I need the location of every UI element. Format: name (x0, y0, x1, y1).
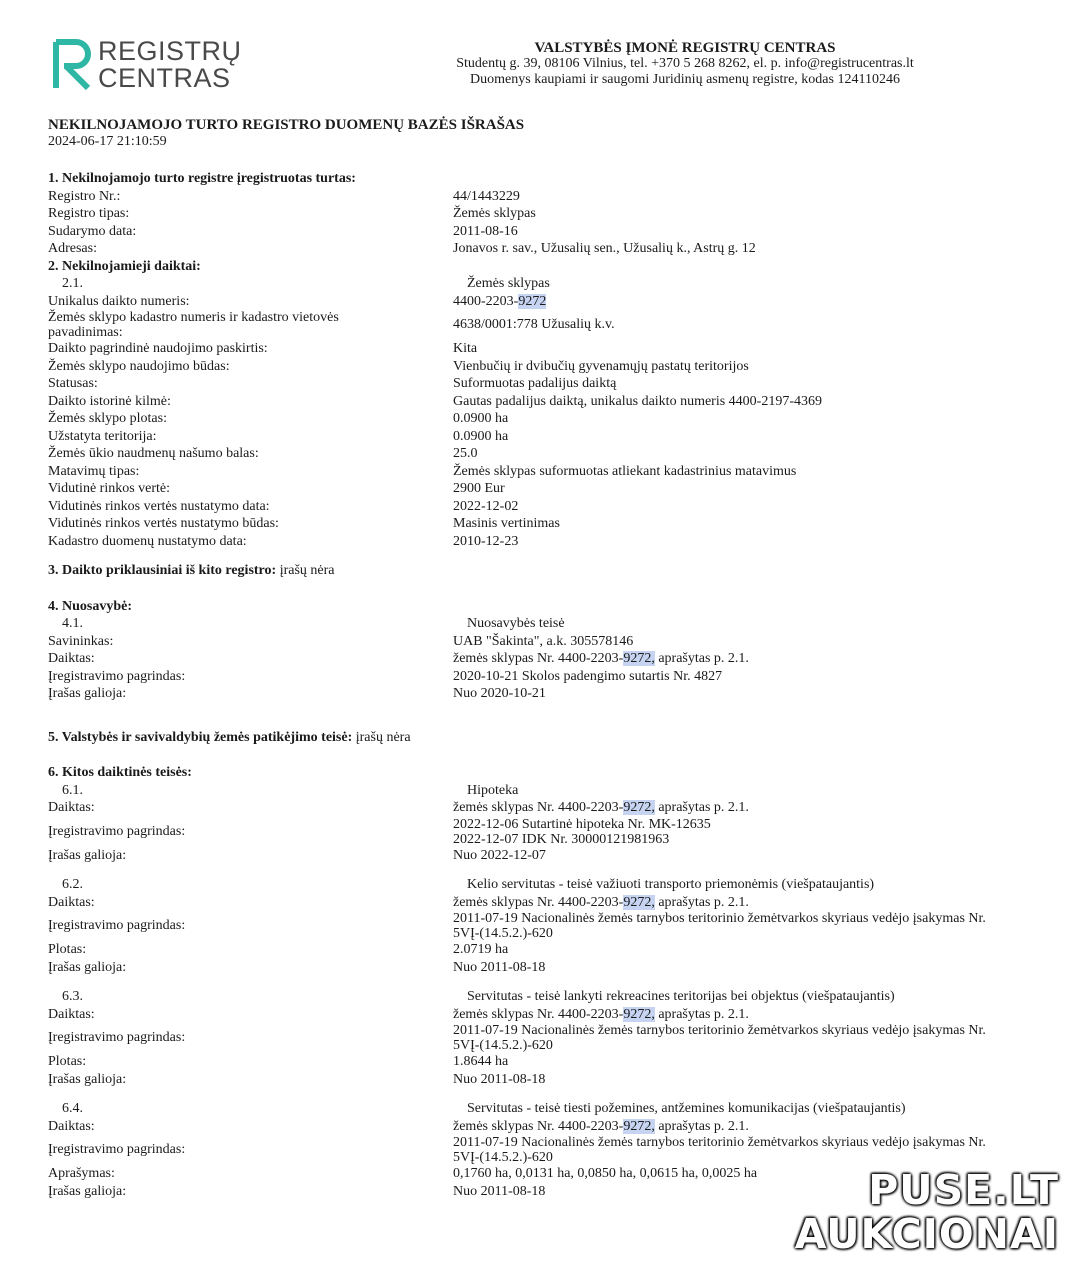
field-row (48, 911, 1058, 941)
field-row (48, 668, 1058, 686)
field-value: Nuo 2011-08-18 (453, 959, 546, 975)
registration-line: 5VĮ-(14.5.2.)-620 (453, 926, 553, 941)
registru-centras-logo-icon (52, 38, 92, 92)
field-label: Įregistravimo pagrindas: (48, 668, 186, 684)
document-header (380, 40, 990, 88)
field-label: Vidutinės rinkos vertės nustatymo data: (48, 498, 270, 514)
field-row (48, 817, 1058, 847)
daiktas-value (453, 799, 1058, 817)
field-value: Nuo 2022-12-07 (453, 847, 546, 863)
field-label: Vidutinė rinkos vertė: (48, 481, 171, 496)
field-value: Masinis vertinimas (453, 516, 560, 531)
unique-number-prefix: 4400-2203- (453, 293, 519, 309)
field-row (48, 310, 1058, 340)
section-3-title: 3. Daikto priklausiniai iš kito registro: (48, 563, 277, 578)
watermark (795, 1168, 1059, 1256)
highlighted-number: 9272, (623, 1118, 655, 1134)
section-3-status: įrašų nėra (276, 563, 335, 578)
item-title: Hipoteka (467, 782, 519, 798)
field-label: Daiktas: (48, 1118, 95, 1134)
field-row (48, 633, 1058, 651)
field-row (48, 480, 1058, 498)
field-label: Įrašas galioja: (48, 1071, 127, 1087)
field-label: Daikto istorinė kilmė: (48, 393, 171, 409)
registration-line: 2011-07-19 Nacionalinės žemės tarnybos teritorinio žemėtvarkos skyriaus vedėjo įsakymas Nr. (453, 1023, 986, 1038)
item-row (48, 275, 1058, 293)
document-body (48, 170, 1058, 1200)
highlighted-number: 9272 (518, 293, 547, 309)
field-label: Daikto pagrindinė naudojimo paskirtis: (48, 341, 268, 356)
section-5-heading (48, 729, 1058, 747)
field-label: Įregistravimo pagrindas: (48, 918, 186, 934)
field-label: Unikalus daikto numeris: (48, 293, 190, 309)
field-value (453, 817, 1058, 847)
field-label: Daiktas: (48, 800, 95, 815)
field-value: Gautas padalijus daiktą, unikalus daikto numeris 4400-2197-4369 (453, 393, 822, 409)
item-number: 6.4. (62, 1101, 83, 1116)
item-value: Žemės sklypas (467, 276, 550, 291)
daiktas-prefix: žemės sklypas Nr. 4400-2203- (453, 1118, 624, 1134)
field-value: 4638/0001:778 Užusalių k.v. (453, 317, 615, 333)
field-label: Aprašymas: (48, 1166, 115, 1181)
field-value: 0,1760 ha, 0,0131 ha, 0,0850 ha, 0,0615 ha, 0,0025 ha (453, 1166, 758, 1181)
field-row (48, 941, 1058, 959)
field-row (48, 1135, 1058, 1165)
field-row (48, 1023, 1058, 1053)
daiktas-suffix: aprašytas p. 2.1. (654, 800, 749, 815)
field-value (453, 1023, 1058, 1053)
field-label: Savininkas: (48, 633, 114, 649)
watermark-line-2: AUKCIONAI (794, 1210, 1059, 1258)
logo-line-2: CENTRAS (98, 63, 231, 93)
daiktas-suffix: aprašytas p. 2.1. (654, 894, 749, 910)
field-value: 2011-08-16 (453, 223, 518, 239)
field-row (48, 799, 1058, 817)
field-row (48, 894, 1058, 912)
field-label: Užstatyta teritorija: (48, 428, 157, 444)
item-number: 6.2. (62, 877, 83, 892)
daiktas-suffix: aprašytas p. 2.1. (654, 1118, 749, 1134)
field-row (48, 223, 1058, 241)
field-row (48, 1071, 1058, 1089)
item-number: 4.1. (62, 616, 83, 631)
field-row (48, 847, 1058, 865)
document-title: NEKILNOJAMOJO TURTO REGISTRO DUOMENŲ BAZĖS IŠRAŠAS (48, 117, 525, 133)
field-label: Vidutinės rinkos vertės nustatymo būdas: (48, 516, 279, 531)
section-5-status: įrašų nėra (352, 729, 411, 745)
field-label: Plotas: (48, 942, 87, 957)
logo-wordmark (98, 38, 242, 92)
section-5-title: 5. Valstybės ir savivaldybių žemės patikėjimo teisė: (48, 729, 353, 745)
unique-number-value (453, 293, 1058, 311)
field-label: Žemės sklypo naudojimo būdas: (48, 358, 230, 374)
watermark-line-1: PUSE.LT (868, 1166, 1059, 1214)
field-row (48, 1053, 1058, 1071)
field-row (48, 685, 1058, 703)
registration-line: 2011-07-19 Nacionalinės žemės tarnybos teritorinio žemėtvarkos skyriaus vedėjo įsakymas Nr. (453, 911, 986, 926)
field-label: Daiktas: (48, 894, 95, 910)
highlighted-number: 9272, (623, 651, 655, 666)
field-value: 2900 Eur (453, 481, 505, 496)
field-value: 25.0 (453, 446, 478, 461)
field-value: Suformuotas padalijus daiktą (453, 376, 617, 391)
document-date: 2024-06-17 21:10:59 (48, 134, 167, 149)
field-value: 1.8644 ha (453, 1054, 509, 1069)
section-4-heading: 4. Nuosavybė: (48, 598, 133, 614)
item-title: Servitutas - teisė lankyti rekreacines teritorijas bei objektus (viešpataujantis) (467, 989, 895, 1004)
field-value: Nuo 2011-08-18 (453, 1071, 546, 1087)
daiktas-prefix: žemės sklypas Nr. 4400-2203- (453, 894, 624, 910)
daiktas-value (453, 1118, 1058, 1136)
registration-line: 5VĮ-(14.5.2.)-620 (453, 1150, 553, 1165)
field-value: 2.0719 ha (453, 942, 509, 957)
field-value: Žemės sklypas (453, 206, 536, 221)
field-row (48, 375, 1058, 393)
field-row (48, 498, 1058, 516)
field-row (48, 428, 1058, 446)
field-label: Sudarymo data: (48, 223, 137, 239)
daiktas-prefix: žemės sklypas Nr. 4400-2203- (453, 651, 624, 666)
field-row (48, 393, 1058, 411)
field-label: Adresas: (48, 241, 97, 256)
registration-line: 5VĮ-(14.5.2.)-620 (453, 1038, 553, 1053)
field-row (48, 340, 1058, 358)
registru-centras-logo (52, 36, 242, 96)
field-value (453, 911, 1058, 941)
field-label: Statusas: (48, 376, 98, 391)
daiktas-suffix: aprašytas p. 2.1. (654, 651, 749, 666)
owner-value: UAB "Šakinta", a.k. 305578146 (453, 633, 634, 649)
field-row (48, 240, 1058, 258)
item-title: Servitutas - teisė tiesti požemines, antžemines komunikacijas (viešpataujantis) (467, 1101, 906, 1116)
section-1-heading: 1. Nekilnojamojo turto registre įregistruotas turtas: (48, 171, 356, 186)
registration-line: 2011-07-19 Nacionalinės žemės tarnybos teritorinio žemėtvarkos skyriaus vedėjo įsakymas Nr. (453, 1135, 986, 1150)
field-row (48, 293, 1058, 311)
section-2-heading: 2. Nekilnojamieji daiktai: (48, 258, 201, 274)
field-value: Kita (453, 341, 478, 356)
item-value: Nuosavybės teisė (467, 616, 565, 631)
field-row (48, 515, 1058, 533)
field-row (48, 463, 1058, 481)
field-label: Daiktas: (48, 651, 95, 666)
item-row (48, 876, 1058, 894)
field-label: Žemės sklypo kadastro numeris ir kadastro vietovės pavadinimas: (48, 310, 339, 340)
registration-line: 2022-12-07 IDK Nr. 30000121981963 (453, 831, 670, 847)
field-value: Vienbučių ir dvibučių gyvenamųjų pastatų teritorijos (453, 358, 749, 374)
daiktas-value (453, 894, 1058, 912)
field-label: Įrašas galioja: (48, 686, 127, 701)
field-label: Įrašas galioja: (48, 959, 127, 975)
field-label: Kadastro duomenų nustatymo data: (48, 533, 247, 549)
section-6-heading: 6. Kitos daiktinės teisės: (48, 765, 192, 780)
field-row (48, 205, 1058, 223)
field-label: Įregistravimo pagrindas: (48, 823, 186, 839)
field-label: Įrašas galioja: (48, 1183, 127, 1199)
field-row (48, 1006, 1058, 1024)
field-value: 0.0900 ha (453, 428, 509, 444)
item-row (48, 782, 1058, 800)
field-row (48, 358, 1058, 376)
field-value: 0.0900 ha (453, 411, 509, 426)
field-row (48, 959, 1058, 977)
field-label: Registro tipas: (48, 206, 130, 221)
field-label: Įrašas galioja: (48, 847, 127, 863)
field-value: 2010-12-23 (453, 533, 519, 549)
daiktas-prefix: žemės sklypas Nr. 4400-2203- (453, 800, 624, 815)
organization-name: VALSTYBĖS ĮMONĖ REGISTRŲ CENTRAS (534, 40, 836, 56)
field-label: Žemės ūkio naudmenų našumo balas: (48, 446, 259, 461)
daiktas-value (453, 1006, 1058, 1024)
field-value (453, 1135, 1058, 1165)
field-value: Nuo 2011-08-18 (453, 1183, 546, 1199)
highlighted-number: 9272, (623, 894, 655, 910)
field-label: Matavimų tipas: (48, 463, 140, 479)
field-value: Jonavos r. sav., Užusalių sen., Užusalių k., Astrų g. 12 (453, 241, 756, 256)
organization-note: Duomenys kaupiami ir saugomi Juridinių asmenų registre, kodas 124110246 (470, 72, 900, 87)
section-3-heading (48, 562, 1058, 580)
field-label: Registro Nr.: (48, 188, 121, 204)
field-row (48, 445, 1058, 463)
item-row (48, 1100, 1058, 1118)
highlighted-number: 9272, (623, 1006, 655, 1022)
field-value: Žemės sklypas suformuotas atliekant kadastrinius matavimus (453, 463, 797, 479)
field-label: Plotas: (48, 1054, 87, 1069)
item-row (48, 615, 1058, 633)
field-row (48, 188, 1058, 206)
daiktas-prefix: žemės sklypas Nr. 4400-2203- (453, 1006, 624, 1022)
field-value: Nuo 2020-10-21 (453, 686, 546, 701)
logo-line-1: REGISTRŲ (98, 36, 242, 66)
field-label: Įregistravimo pagrindas: (48, 1142, 186, 1158)
item-row (48, 988, 1058, 1006)
field-label: Daiktas: (48, 1006, 95, 1022)
item-title: Kelio servitutas - teisė važiuoti transporto priemonėmis (viešpataujantis) (467, 877, 875, 892)
daiktas-suffix: aprašytas p. 2.1. (654, 1006, 749, 1022)
field-row (48, 533, 1058, 551)
item-number: 6.3. (62, 989, 83, 1004)
field-row (48, 1118, 1058, 1136)
field-value: 44/1443229 (453, 188, 520, 204)
field-label: Įregistravimo pagrindas: (48, 1030, 186, 1046)
organization-address: Studentų g. 39, 08106 Vilnius, tel. +370 5 268 8262, el. p. info@registrucentras.lt (456, 56, 914, 71)
field-value: 2020-10-21 Skolos padengimo sutartis Nr. 4827 (453, 668, 723, 684)
field-label: Žemės sklypo plotas: (48, 411, 167, 426)
highlighted-number: 9272, (623, 800, 655, 815)
field-row (48, 650, 1058, 668)
field-row (48, 410, 1058, 428)
item-number: 6.1. (62, 782, 83, 798)
item-number: 2.1. (62, 276, 83, 291)
daiktas-value (453, 650, 1058, 668)
field-value: 2022-12-02 (453, 498, 519, 514)
registration-line: 2022-12-06 Sutartinė hipoteka Nr. MK-12635 (453, 816, 711, 832)
